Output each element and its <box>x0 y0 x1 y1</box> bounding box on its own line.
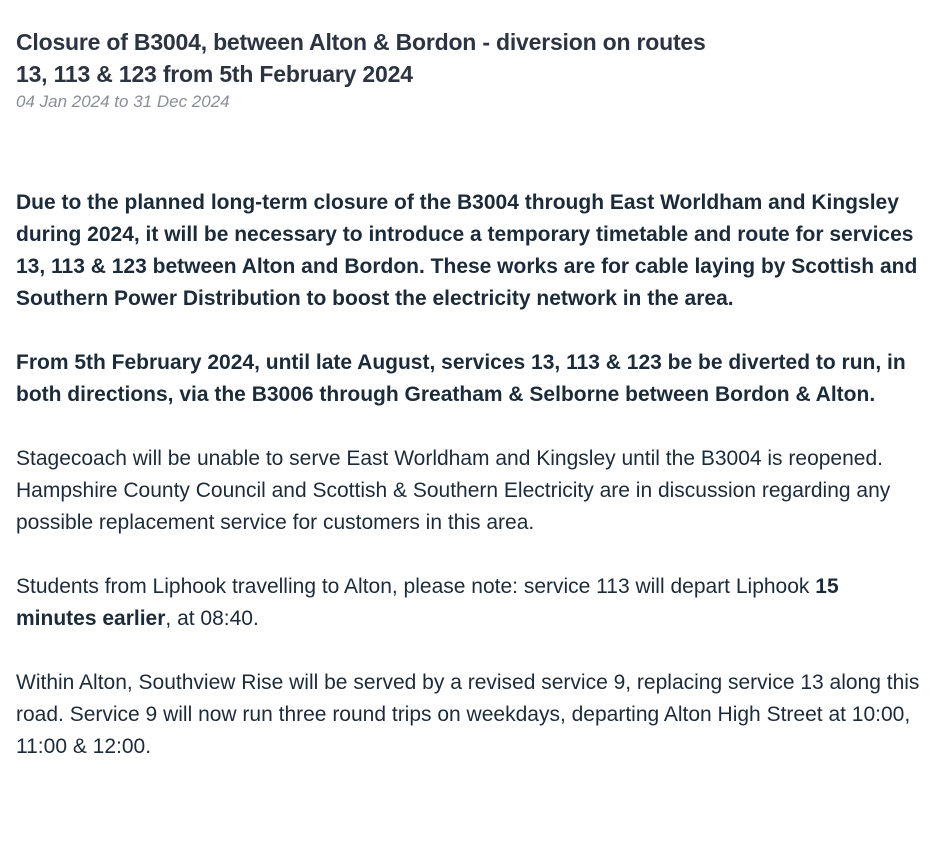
paragraph-service-9: Within Alton, Southview Rise will be served by a revised service 9, replacing service 13 along this road. Service 9 will now run three round trips on weekdays, departing Alton High Street at 10:00, 11:00 & 12:00. <box>16 671 920 758</box>
notice-title-line-1: Closure of B3004, between Alton & Bordon - diversion on routes <box>16 29 706 55</box>
student-note-time: , at 08:40. <box>165 607 259 630</box>
notice-title <box>16 26 924 90</box>
paragraph-closure-reason: Due to the planned long-term closure of the B3004 through East Worldham and Kingsley during 2024, it will be necessary to introduce a temporary timetable and route for services 13, 113 & 123 between Alton and Bordon. These works are for cable laying by Scottish and Southern Power Distribution to boost the electricity network in the area. <box>16 191 918 310</box>
paragraph-diversion-route: From 5th February 2024, until late August, services 13, 113 & 123 be be diverted to run, in both directions, via the B3006 through Greatham & Selborne between Bordon & Alton. <box>16 351 906 406</box>
notice-title-line-2: 13, 113 & 123 from 5th February 2024 <box>16 61 413 87</box>
student-note-text: Students from Liphook travelling to Alton, please note: service 113 will depart Liphook <box>16 575 816 598</box>
notice-body <box>16 187 924 763</box>
notice-date-range: 04 Jan 2024 to 31 Dec 2024 <box>16 92 230 111</box>
paragraph-unserved-areas: Stagecoach will be unable to serve East Worldham and Kingsley until the B3004 is reopened. Hampshire County Council and Scottish & Southern Electricity are in discussion regarding any possible replacement service for customers in this area. <box>16 447 891 534</box>
paragraph-student-note <box>16 571 924 635</box>
student-note-emphasis: 15 minutes earlier <box>16 575 839 630</box>
